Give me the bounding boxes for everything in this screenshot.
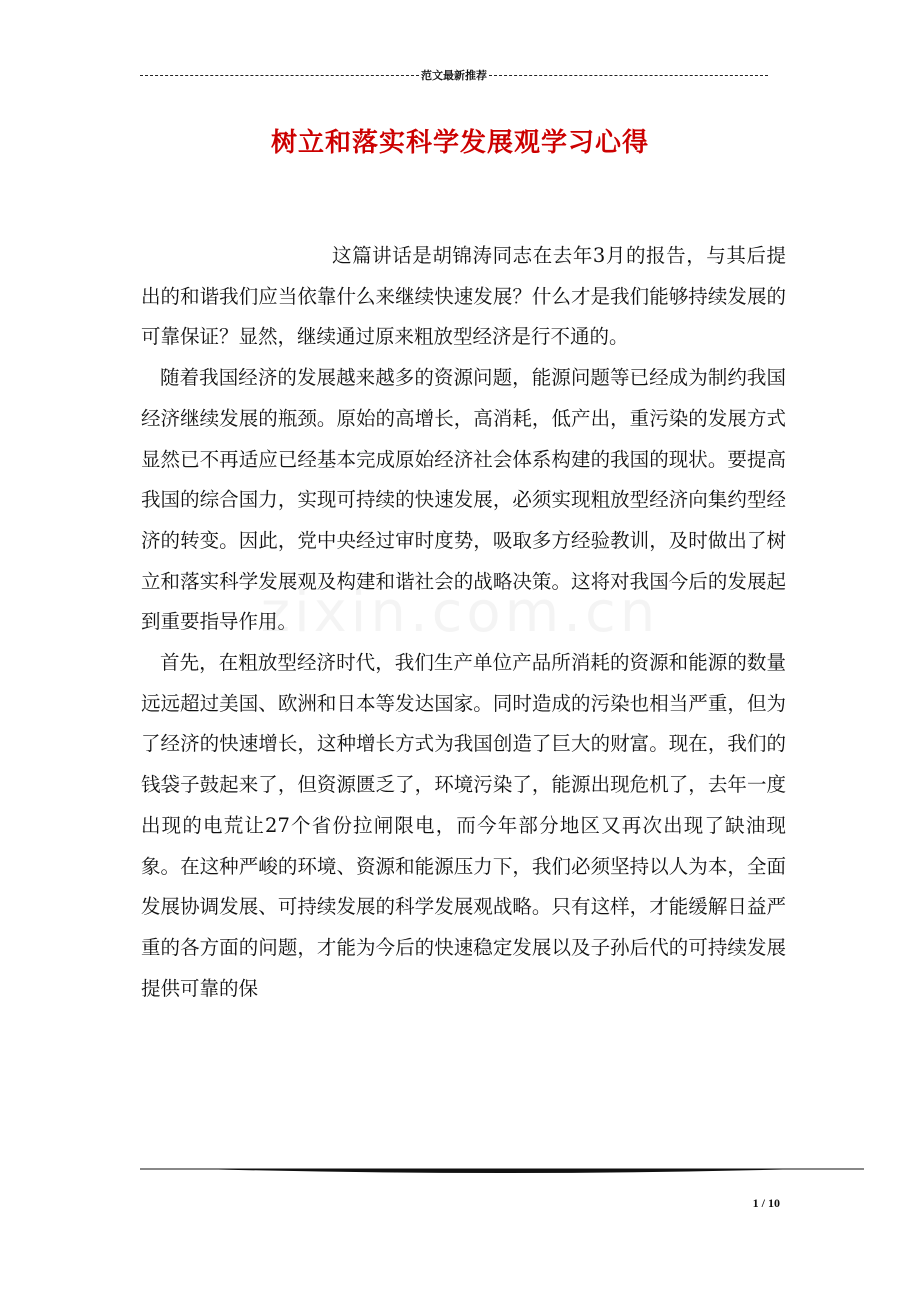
footer-rule bbox=[140, 1164, 864, 1180]
paragraph-1: 这篇讲话是胡锦涛同志在去年3月的报告，与其后提出的和谐我们应当依靠什么来继续快速发展？什么才是我们能够持续发展的可靠保证？显然，继续通过原来粗放型经济是行不通的。 bbox=[141, 244, 786, 349]
paragraph-2: 随着我国经济的发展越来越多的资源问题，能源问题等已经成为制约我国经济继续发展的瓶颈。原始的高增长，高消耗，低产出，重污染的发展方式显然已不再适应已经基本完成原始经济社会体系构建的我国的现状。要提高我国的综合国力，实现可持续的快速发展，必须实现粗放型经济向集约型经济的转变。因此，党中央经过审时度势，吸取多方经验教训，及时做出了树立和落实科学发展观及构建和谐社会的战略决策。这将对我国今后的发展起到重要指导作用。 bbox=[141, 366, 786, 634]
header-dash-left bbox=[140, 75, 419, 76]
paragraph-3: 首先，在粗放型经济时代，我们生产单位产品所消耗的资源和能源的数量远远超过美国、欧洲和日本等发达国家。同时造成的污染也相当严重，但为了经济的快速增长，这种增长方式为我国创造了巨大的财富。现在，我们的钱袋子鼓起来了，但资源匮乏了，环境污染了，能源出现危机了，去年一度出现的电荒让27个省份拉闸限电，而今年部分地区又再次出现了缺油现象。在这种严峻的环境、资源和能源压力下，我们必须坚持以人为本，全面发展协调发展、可持续发展的科学发展观战略。只有这样，才能缓解日益严重的各方面的问题，才能为今后的快速稳定发展以及子孙后代的可持续发展提供可靠的保 bbox=[141, 651, 786, 1000]
page-number: 1 / 10 bbox=[752, 1196, 780, 1210]
running-header bbox=[140, 66, 768, 84]
header-label: 范文最新推荐 bbox=[421, 69, 487, 82]
document-title: 树立和落实科学发展观学习心得 bbox=[270, 128, 649, 158]
header-dash-right bbox=[489, 75, 768, 76]
document-body bbox=[141, 236, 786, 1009]
